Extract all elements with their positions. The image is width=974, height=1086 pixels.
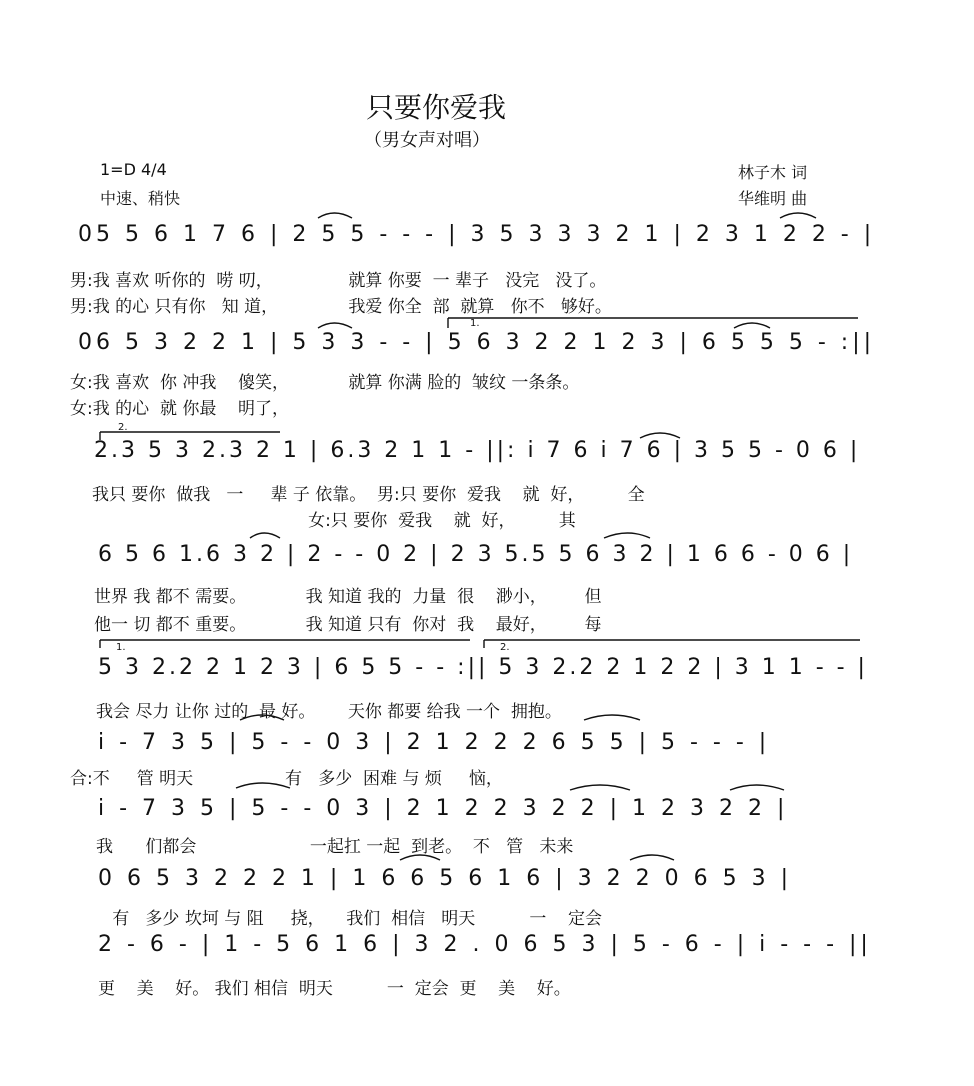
lyric-row-2a: 女:我 喜欢 你 冲我 傻笑， 就算 你满 脸的 皱纹 一条条。 xyxy=(70,373,580,393)
tempo-marking: 中速、稍快 xyxy=(100,189,181,208)
song-subtitle: （男女声对唱） xyxy=(364,130,490,151)
lyric-row-1a: 男:我 喜欢 听你的 唠 叨， 就算 你要 一 辈子 没完 没了。 xyxy=(70,271,607,291)
composer-credit: 华维明 曲 xyxy=(738,189,808,208)
tie-arc xyxy=(318,213,352,218)
key-time-signature: 1=D 4/4 xyxy=(100,160,167,179)
song-title: 只要你爱我 xyxy=(366,91,507,124)
volta-1-bracket xyxy=(448,318,858,328)
lyric-row-7: 我 们都会 一起扛 一起 到老。 不 管 未来 xyxy=(96,837,574,857)
notation-row-2: 06 5 3 2 2 1 | 5 3 3 - - | 5 6 3 2 2 1 2 3 | 6 5 5 5 - :|| xyxy=(78,330,876,355)
lyric-row-9: 更 美 好。 我们 相信 明天 一 定会 更 美 好。 xyxy=(98,979,571,999)
tie-arc xyxy=(250,533,280,538)
tie-arc xyxy=(400,855,440,860)
notation-row-1: 05 5 6 1 7 6 | 2 5 5 - - - | 3 5 3 3 3 2 1 | 2 3 1 2 2 - | xyxy=(78,222,876,247)
notation-row-8: 0 6 5 3 2 2 2 1 | 1 6 6 5 6 1 6 | 3 2 2 0 6 5 3 | xyxy=(98,866,793,891)
tie-arc xyxy=(630,855,674,860)
lyric-row-3b: 女:只 要你 爱我 就 好， 其 xyxy=(92,511,576,531)
volta-1b-bracket xyxy=(100,640,470,648)
lyric-row-2b: 女:我 的心 就 你最 明了， xyxy=(70,399,289,419)
lyric-row-1b: 男:我 的心 只有你 知 道， 我爱 你全 部 就算 你不 够好。 xyxy=(70,297,612,317)
volta-1-label: 1. xyxy=(470,318,480,329)
tie-arc xyxy=(640,433,680,438)
notation-row-4: 6 5 6 1.6 3 2 | 2 - - 0 2 | 2 3 5.5 5 6 3 2 | 1 6 6 - 0 6 | xyxy=(98,542,854,567)
tie-arc xyxy=(236,783,290,788)
notation-row-6: i - 7 3 5 | 5 - - 0 3 | 2 1 2 2 2 6 5 5 | 5 - - - | xyxy=(98,730,771,755)
volta-1b-label: 1. xyxy=(116,642,126,653)
tie-arc xyxy=(240,715,284,720)
notation-row-7: i - 7 3 5 | 5 - - 0 3 | 2 1 2 2 3 2 2 | 1 2 3 2 2 | xyxy=(98,796,789,821)
tie-arc xyxy=(780,213,816,218)
volta-2b-bracket xyxy=(484,640,860,648)
lyric-row-5: 我会 尽力 让你 过的 最 好。 天你 都要 给我 一个 拥抱。 xyxy=(96,702,562,722)
lyric-row-4b: 他一 切 都不 重要。 我 知道 只有 你对 我 最好， 每 xyxy=(94,615,602,635)
volta-2b-label: 2. xyxy=(500,642,510,653)
tie-arc xyxy=(570,785,630,790)
tie-arc xyxy=(734,323,770,328)
volta-2-bracket xyxy=(100,432,280,440)
tie-arc xyxy=(584,715,640,720)
lyric-row-6: 合:不 管 明天 有 多少 困难 与 烦 恼， xyxy=(70,769,503,789)
lyric-row-4a: 世界 我 都不 需要。 我 知道 我的 力量 很 渺小， 但 xyxy=(94,587,602,607)
lyric-row-3a: 我只 要你 做我 一 辈 子 依靠。 男:只 要你 爱我 就 好， 全 xyxy=(92,485,645,505)
volta-2-label: 2. xyxy=(118,422,128,433)
notation-row-3: 2.3 5 3 2.3 2 1 | 6.3 2 1 1 - ||: i 7 6 i 7 6 | 3 5 5 - 0 6 | xyxy=(94,438,861,463)
lyric-row-8: 有 多少 坎坷 与 阻 挠， 我们 相信 明天 一 定会 xyxy=(96,909,602,929)
tie-arc xyxy=(318,323,352,328)
notation-row-5: 5 3 2.2 2 1 2 3 | 6 5 5 - - :|| 5 3 2.2 2 1 2 2 | 3 1 1 - - | xyxy=(98,655,868,680)
tie-arc xyxy=(730,785,784,790)
notation-row-9: 2 - 6 - | 1 - 5 6 1 6 | 3 2 . 0 6 5 3 | 5 - 6 - | i - - - || xyxy=(98,932,872,957)
tie-arc xyxy=(604,533,650,538)
lyricist-credit: 林子木 词 xyxy=(738,163,808,182)
